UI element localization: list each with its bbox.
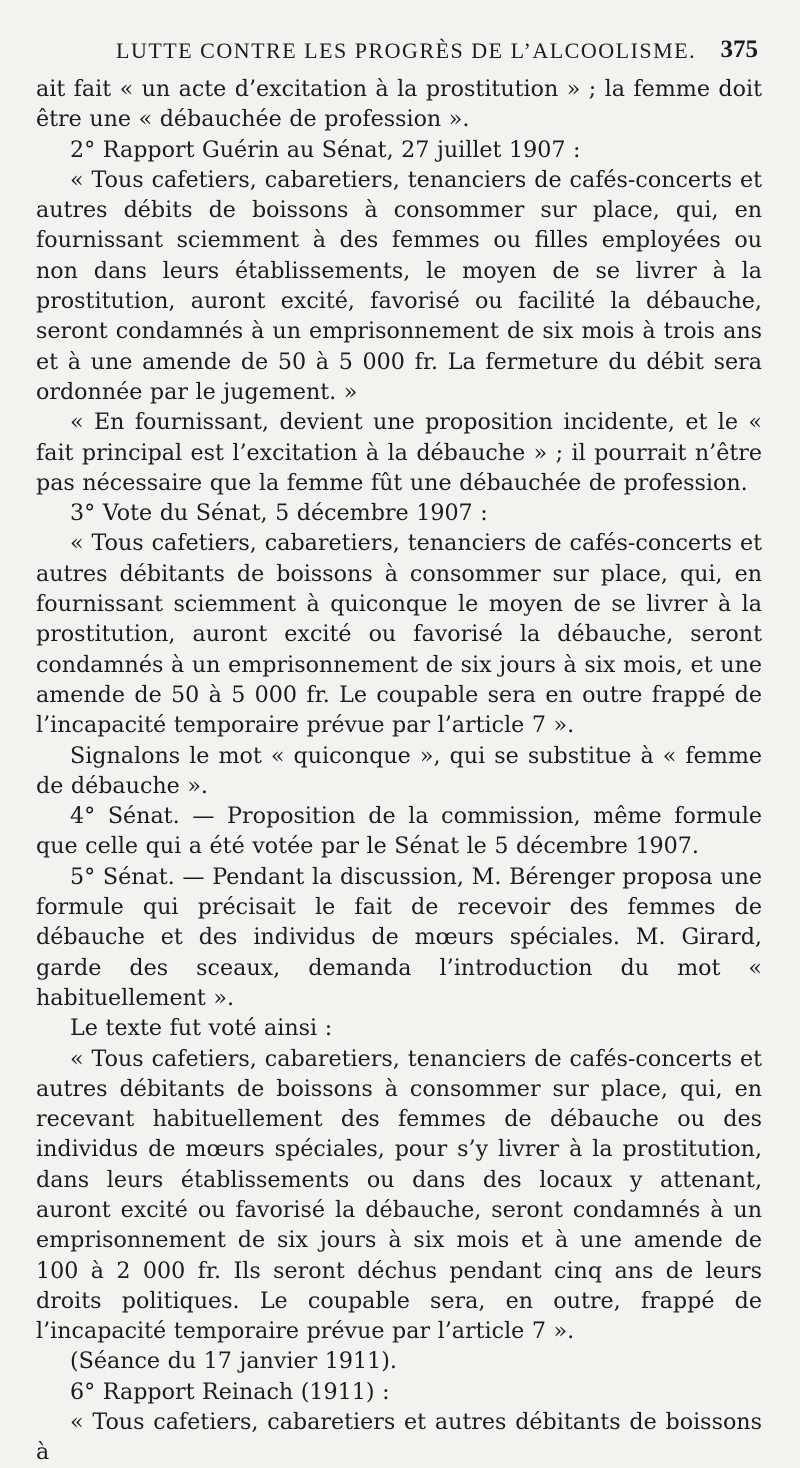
paragraph-2: 2° Rapport Guérin au Sénat, 27 juillet 1907 : xyxy=(70,136,581,163)
paragraph-5: 3° Vote du Sénat, 5 décembre 1907 : xyxy=(70,500,488,527)
paragraph-12: (Séance du 17 janvier 1911). xyxy=(70,1348,397,1375)
paragraph-7: Signalons le mot « quiconque », qui se substitue à « femme de débauche ». xyxy=(36,742,762,799)
paragraph-4: « En fournissant, devient une proposition incidente, et le « fait principal est l’excitation à la débauche » ; il pourrait n’être pas nécessaire que la femme fût une débauchée de profession. xyxy=(36,409,762,496)
paragraph-11: « Tous cafetiers, cabaretiers, tenanciers de cafés-concerts et autres débitants de boissons à consommer sur place, qui, en recevant habituellement des femmes de débauche ou des individus de mœurs spéciales, pour s’y livrer à la prostitution, dans leurs établissements ou dans des locaux y attenant, auront excité ou favorisé la débauche, seront condamnés à un emprisonnement de six jours à six mois et à une amende de 100 à 2 000 fr. Ils seront déchus pendant cinq ans de leurs droits politiques. Le coupable sera, en outre, frappé de l’incapacité temporaire prévue par l’article 7 ». xyxy=(36,1045,762,1345)
page-number: 375 xyxy=(720,36,758,63)
paragraph-9: 5° Sénat. — Pendant la discussion, M. Bérenger proposa une formule qui précisait le fait de recevoir des femmes de débauche et des individus de mœurs spéciales. M. Girard, garde des sceaux, demanda l’introduction du mot « habituellement ». xyxy=(36,863,762,1011)
paragraph-8: 4° Sénat. — Proposition de la commission, même formule que celle qui a été votée par le Sénat le 5 décembre 1907. xyxy=(36,803,762,860)
body-text xyxy=(36,74,762,1468)
paragraph-1: ait fait « un acte d’excitation à la prostitution » ; la femme doit être une « débauchée de profession ». xyxy=(36,76,762,133)
paragraph-14: « Tous cafetiers, cabaretiers et autres débitants de boissons à xyxy=(36,1409,762,1466)
running-head xyxy=(36,34,762,74)
paragraph-6: « Tous cafetiers, cabaretiers, tenanciers de cafés-concerts et autres débitants de boissons à consommer sur place, qui, en fournissant sciemment à quiconque le moyen de se livrer à la prostitution, auront excité ou favorisé la débauche, seront condamnés à un emprisonnement de six jours à six mois, et une amende de 50 à 5 000 fr. Le coupable sera en outre frappé de l’incapacité temporaire prévue par l’article 7 ». xyxy=(36,530,762,739)
running-title: LUTTE CONTRE LES PROGRÈS DE L’ALCOOLISME. xyxy=(116,38,697,63)
paragraph-3: « Tous cafetiers, cabaretiers, tenanciers de cafés-concerts et autres débits de boissons à consommer sur place, qui, en fournissant sciemment à des femmes ou filles employées ou non dans leurs établissements, le moyen de se livrer à la prostitution, auront excité, favorisé ou facilité la débauche, seront condamnés à un emprisonnement de six mois à trois ans et à une amende de 50 à 5 000 fr. La fermeture du débit sera ordonnée par le jugement. » xyxy=(36,166,762,405)
paragraph-13: 6° Rapport Reinach (1911) : xyxy=(70,1378,390,1405)
paragraph-10: Le texte fut voté ainsi : xyxy=(70,1015,333,1042)
